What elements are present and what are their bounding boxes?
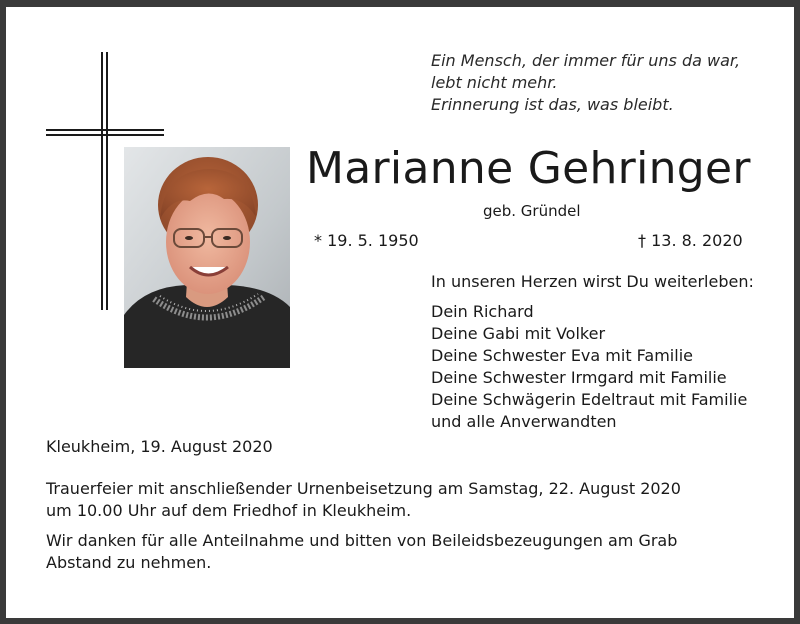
motto-line: Ein Mensch, der immer für uns da war, xyxy=(431,51,741,70)
death-date: † 13. 8. 2020 xyxy=(638,231,743,250)
place-date: Kleukheim, 19. August 2020 xyxy=(46,437,273,456)
mourner-item: Deine Gabi mit Volker xyxy=(431,324,606,343)
mourner-item: Dein Richard xyxy=(431,302,534,321)
motto-line: Erinnerung ist das, was bleibt. xyxy=(431,95,674,114)
mourner-item: Deine Schwester Eva mit Familie xyxy=(431,346,693,365)
ceremony-line: Trauerfeier mit anschließender Urnenbeisetzung am Samstag, 22. August 2020 xyxy=(46,479,681,498)
deceased-name: Marianne Gehringer xyxy=(306,143,751,194)
mourners-list xyxy=(431,301,754,433)
motto-line: lebt nicht mehr. xyxy=(431,73,558,92)
ceremony-line: um 10.00 Uhr auf dem Friedhof in Kleukheim. xyxy=(46,501,412,520)
mourners-block xyxy=(431,271,754,433)
maiden-name: geb. Gründel xyxy=(483,202,581,220)
thanks-line: Abstand zu nehmen. xyxy=(46,553,212,572)
thanks-text xyxy=(46,530,677,574)
birth-date: * 19. 5. 1950 xyxy=(314,231,419,250)
portrait-photo xyxy=(124,147,290,368)
ceremony-text xyxy=(46,478,681,522)
mourner-item: Deine Schwester Irmgard mit Familie xyxy=(431,368,727,387)
motto-verse xyxy=(431,50,740,116)
thanks-line: Wir danken für alle Anteilnahme und bitten von Beileidsbezeugungen am Grab xyxy=(46,531,678,550)
mourner-item: Deine Schwägerin Edeltraut mit Familie xyxy=(431,390,748,409)
mourners-intro: In unseren Herzen wirst Du weiterleben: xyxy=(431,272,754,291)
mourner-item: und alle Anverwandten xyxy=(431,412,617,431)
